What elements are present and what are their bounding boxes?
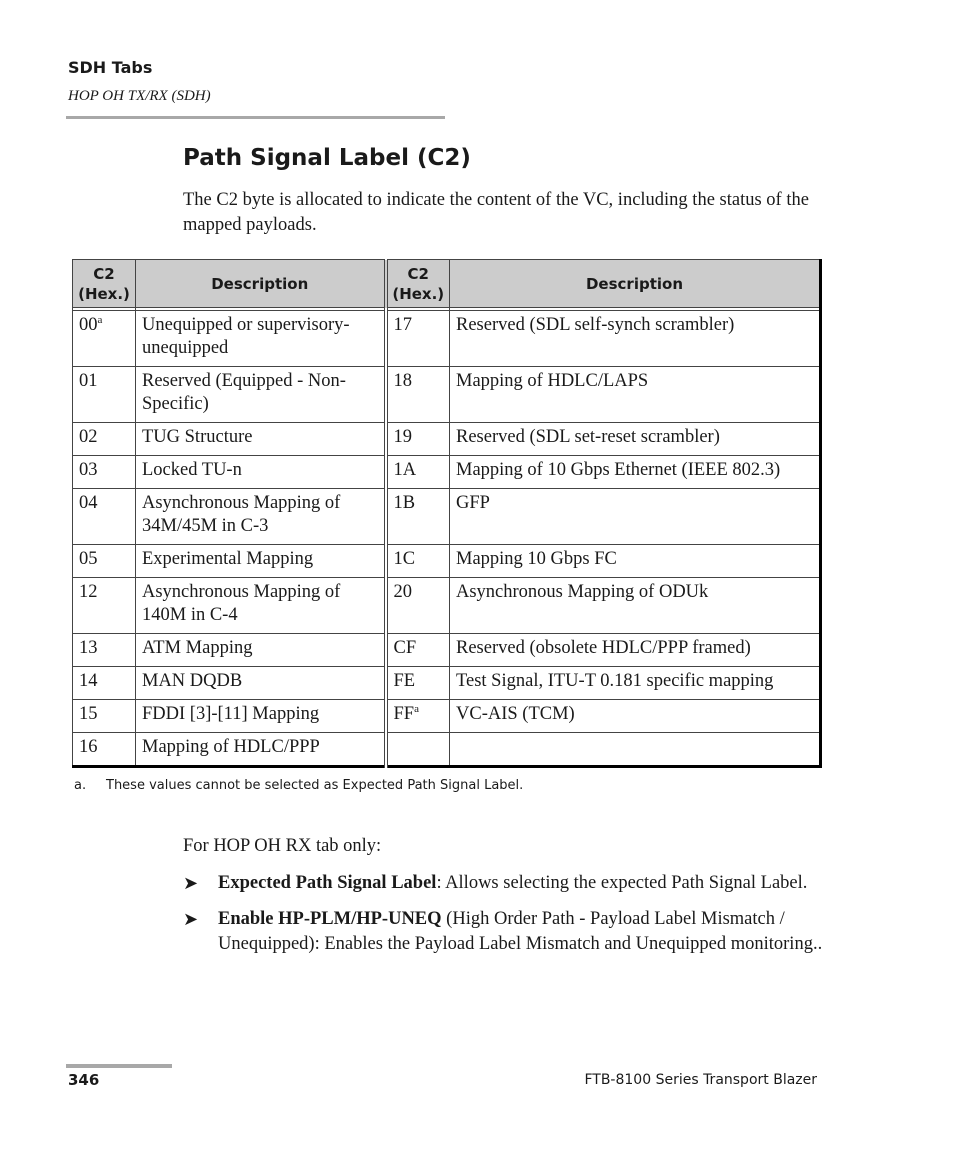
option-list <box>183 871 823 968</box>
description-cell <box>136 634 386 667</box>
c2-signal-label-table <box>72 259 822 768</box>
c2-code-cell <box>386 578 450 634</box>
description-cell <box>450 456 821 489</box>
description-cell <box>136 700 386 733</box>
c2-code: 02 <box>79 427 98 447</box>
description-cell <box>450 634 821 667</box>
c2-code: FF <box>393 704 415 724</box>
c2-code: 18 <box>393 371 412 391</box>
product-name: FTB-8100 Series Transport Blazer <box>584 1072 817 1088</box>
c2-code: 1A <box>393 460 417 480</box>
table-row <box>73 634 821 667</box>
c2-code-cell <box>73 367 136 423</box>
c2-code: 03 <box>79 460 98 480</box>
table-row <box>73 733 821 767</box>
arrow-bullet-icon: ➤ <box>183 873 199 893</box>
option-description: (High Order Path - Payload Label Mismatch / Unequipped): Enables the Payload Label Mismatch and Unequipped monitoring.. <box>218 909 823 954</box>
description-cell <box>136 578 386 634</box>
description-cell <box>136 545 386 578</box>
c2-code-cell <box>386 311 450 367</box>
option-name: Enable HP-PLM/HP-UNEQ <box>218 909 442 929</box>
description-cell <box>136 423 386 456</box>
c2-description: Mapping 10 Gbps FC <box>456 549 617 569</box>
c2-code-cell <box>73 634 136 667</box>
c2-code-cell <box>73 545 136 578</box>
c2-code-cell <box>386 367 450 423</box>
c2-code: 20 <box>393 582 412 602</box>
c2-code: 1B <box>393 493 416 513</box>
c2-code: 19 <box>393 427 412 447</box>
c2-description: Asynchronous Mapping of ODUk <box>456 582 709 602</box>
c2-code: 05 <box>79 549 98 569</box>
c2-code-cell <box>386 489 450 545</box>
footnote-ref: a <box>414 703 419 715</box>
header-description-left: Description <box>136 260 386 308</box>
running-header-subtitle: HOP OH TX/RX (SDH) <box>68 88 211 104</box>
c2-description: Asynchronous Mapping of 140M in C-4 <box>142 582 341 625</box>
footer-divider <box>66 1064 172 1068</box>
description-cell <box>136 667 386 700</box>
c2-code: 1C <box>393 549 416 569</box>
option-description: : Allows selecting the expected Path Signal Label. <box>436 873 808 893</box>
c2-code: 01 <box>79 371 98 391</box>
c2-code-cell <box>73 489 136 545</box>
description-cell <box>136 367 386 423</box>
c2-description: VC-AIS (TCM) <box>456 704 575 724</box>
c2-code-cell <box>73 667 136 700</box>
description-cell <box>450 423 821 456</box>
table-row <box>73 423 821 456</box>
c2-description: Locked TU-n <box>142 460 242 480</box>
c2-code: 13 <box>79 638 98 658</box>
c2-code: 17 <box>393 315 412 335</box>
arrow-bullet-icon: ➤ <box>183 909 199 929</box>
c2-code-cell <box>73 733 136 767</box>
c2-description: FDDI [3]-[11] Mapping <box>142 704 320 724</box>
c2-code: FE <box>393 671 416 691</box>
c2-code: 15 <box>79 704 98 724</box>
c2-code-cell <box>73 578 136 634</box>
description-cell <box>450 578 821 634</box>
c2-description: Unequipped or supervisory-unequipped <box>142 315 350 358</box>
footnote-text: These values cannot be selected as Expected Path Signal Label. <box>106 778 524 793</box>
c2-code-cell <box>386 700 450 733</box>
c2-code: 04 <box>79 493 98 513</box>
c2-description: Reserved (SDL set-reset scrambler) <box>456 427 720 447</box>
table-row <box>73 700 821 733</box>
c2-code: CF <box>393 638 417 658</box>
description-cell <box>136 456 386 489</box>
c2-description: GFP <box>456 493 490 513</box>
footnote-mark: a. <box>74 778 87 793</box>
c2-code-cell <box>73 311 136 367</box>
section-title: Path Signal Label (C2) <box>183 145 471 171</box>
list-item <box>183 907 823 957</box>
c2-description: TUG Structure <box>142 427 253 447</box>
c2-description: Reserved (SDL self-synch scrambler) <box>456 315 735 335</box>
table-row <box>73 667 821 700</box>
description-cell <box>450 667 821 700</box>
option-name: Expected Path Signal Label <box>218 873 437 893</box>
c2-description: Experimental Mapping <box>142 549 314 569</box>
c2-code: 12 <box>79 582 98 602</box>
header-divider <box>66 116 445 119</box>
c2-code-cell <box>386 733 450 767</box>
c2-code-cell <box>386 634 450 667</box>
description-cell <box>136 311 386 367</box>
table-footnote <box>74 778 523 793</box>
c2-description: Asynchronous Mapping of 34M/45M in C-3 <box>142 493 341 536</box>
c2-code-cell <box>73 700 136 733</box>
description-cell <box>450 545 821 578</box>
description-cell <box>450 700 821 733</box>
running-header-title: SDH Tabs <box>68 58 153 77</box>
c2-code-cell <box>386 423 450 456</box>
table-row <box>73 367 821 423</box>
description-cell <box>450 367 821 423</box>
description-cell <box>136 489 386 545</box>
intro-paragraph: The C2 byte is allocated to indicate the content of the VC, including the status of the mapped payloads. <box>183 190 809 235</box>
c2-code-cell <box>73 456 136 489</box>
table-body <box>73 308 821 767</box>
c2-code-cell <box>386 456 450 489</box>
c2-description: Mapping of HDLC/LAPS <box>456 371 649 391</box>
c2-code-cell <box>386 667 450 700</box>
table-row <box>73 311 821 367</box>
c2-description: ATM Mapping <box>142 638 253 658</box>
header-c2-hex-left: C2 (Hex.) <box>73 260 136 308</box>
c2-code: 14 <box>79 671 98 691</box>
header-c2-hex-right: C2 (Hex.) <box>386 260 450 308</box>
c2-description: Mapping of HDLC/PPP <box>142 737 320 757</box>
list-item <box>183 871 823 896</box>
description-cell <box>450 311 821 367</box>
table-row <box>73 456 821 489</box>
page-number: 346 <box>68 1071 100 1089</box>
c2-description: Test Signal, ITU-T 0.181 specific mapping <box>456 671 774 691</box>
c2-description: Reserved (obsolete HDLC/PPP framed) <box>456 638 751 658</box>
c2-code-cell <box>386 545 450 578</box>
c2-code: 16 <box>79 737 98 757</box>
table-row <box>73 578 821 634</box>
header-description-right: Description <box>450 260 821 308</box>
c2-code: 00 <box>79 315 98 335</box>
table-header-row <box>73 260 821 308</box>
description-cell <box>136 733 386 767</box>
description-cell <box>450 733 821 767</box>
c2-description: MAN DQDB <box>142 671 243 691</box>
footnote-ref: a <box>97 314 103 326</box>
c2-description: Mapping of 10 Gbps Ethernet (IEEE 802.3) <box>456 460 781 480</box>
c2-description: Reserved (Equipped - Non-Specific) <box>142 371 346 414</box>
c2-code-cell <box>73 423 136 456</box>
rx-tab-note: For HOP OH RX tab only: <box>183 836 382 856</box>
table-row <box>73 545 821 578</box>
description-cell <box>450 489 821 545</box>
table-row <box>73 489 821 545</box>
